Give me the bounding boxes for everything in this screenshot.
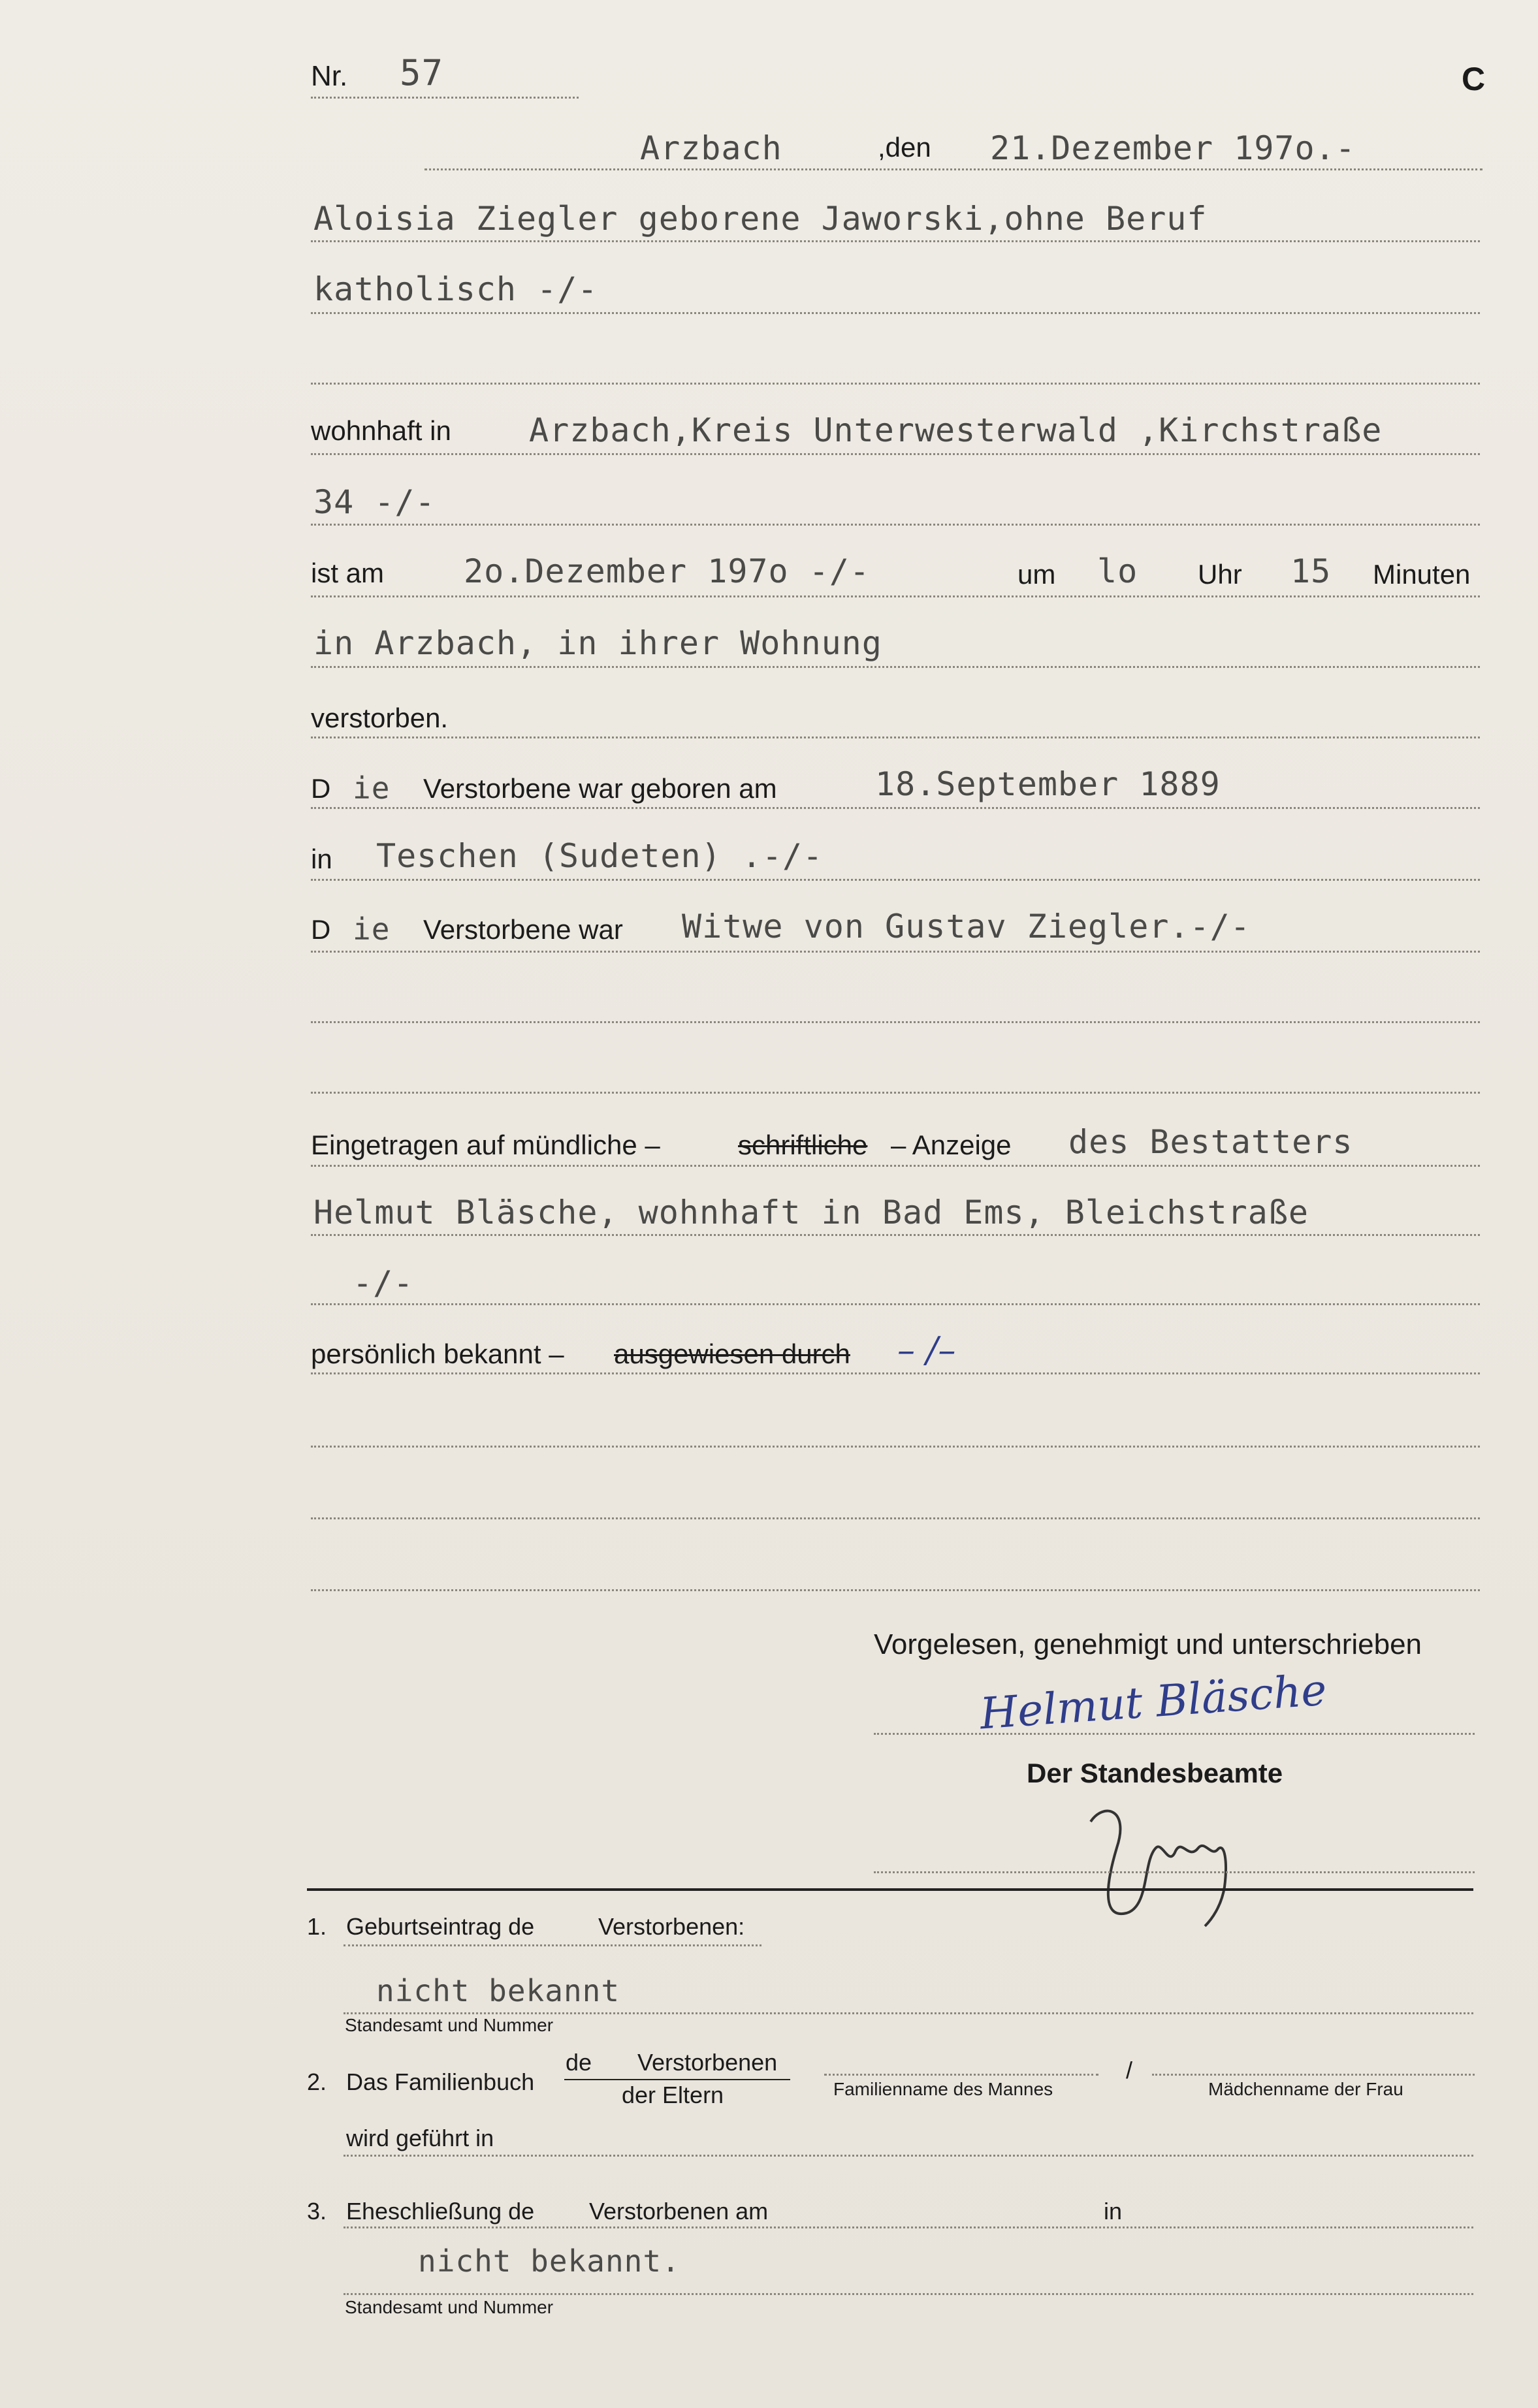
blank-dotted-line-2 <box>311 1021 1480 1023</box>
form-letter: C <box>1462 61 1486 97</box>
name-dotted-line <box>311 240 1480 242</box>
item2-dotted-line-frau <box>1152 2074 1475 2076</box>
item1-label: Geburtseintrag de <box>346 1913 535 1940</box>
item2-number: 2. <box>307 2068 327 2095</box>
known-struck-text: ausgewiesen durch <box>614 1339 850 1369</box>
verstorben-dotted-line <box>311 737 1480 738</box>
blank-dotted-line-4 <box>311 1446 1480 1448</box>
status-dotted-line <box>311 951 1480 953</box>
marital-status: Witwe von Gustav Ziegler.-/- <box>682 908 1251 945</box>
birth-d-letter: D <box>311 773 331 804</box>
item3-in: in <box>1104 2198 1123 2225</box>
item2-label: Das Familienbuch <box>346 2068 535 2095</box>
signer-dotted-line <box>874 1733 1475 1735</box>
standesbeamte-label: Der Standesbeamte <box>1027 1758 1283 1788</box>
item2-gefuehrt: wird geführt in <box>346 2125 494 2151</box>
death-minutes: 15 <box>1290 552 1332 590</box>
minuten-label: Minuten <box>1373 559 1471 590</box>
item2-verstorbenen: Verstorbenen <box>637 2049 778 2076</box>
item3-label-2: Verstorbenen am <box>589 2198 769 2225</box>
item2-eltern: der Eltern <box>622 2082 724 2108</box>
death-hour: lo <box>1097 552 1138 590</box>
death-place: in Arzbach, in ihrer Wohnung <box>313 624 882 662</box>
blank-dotted-line-1 <box>311 383 1480 385</box>
blank-dotted-line-3 <box>311 1092 1480 1094</box>
blank-dotted-line-6 <box>311 1589 1480 1591</box>
entry-line-2: Helmut Bläsche, wohnhaft in Bad Ems, Bleichstraße <box>313 1194 1309 1231</box>
death-date: 2o.Dezember 197o -/- <box>464 552 871 590</box>
religion: katholisch -/- <box>313 270 598 308</box>
record-date: 21.Dezember 197o.- <box>990 129 1356 167</box>
entry-value: des Bestatters <box>1068 1123 1353 1161</box>
item2-de: de <box>566 2049 592 2076</box>
date-dotted-line <box>425 168 1482 170</box>
registrar-dotted-line <box>874 1871 1475 1873</box>
uhr-label: Uhr <box>1198 559 1242 590</box>
item1-label-2: Verstorbenen: <box>598 1913 745 1940</box>
entry-label: Eingetragen auf mündliche – <box>311 1130 660 1160</box>
entry-label-2: – Anzeige <box>891 1130 1012 1160</box>
ist-am-label: ist am <box>311 558 385 588</box>
item2-slash: / <box>1126 2057 1133 2083</box>
blank-dotted-line-5 <box>311 1517 1480 1519</box>
signer-signature: Helmut Bläsche <box>978 1664 1328 1739</box>
nr-label: Nr. <box>311 60 348 92</box>
address-dotted-line-1 <box>311 453 1480 455</box>
item1-value-dotted-line <box>344 2012 1473 2014</box>
entry-dotted-line-2 <box>311 1234 1480 1236</box>
item2-mannes-label: Familienname des Mannes <box>833 2079 1053 2099</box>
address-dotted-line-2 <box>311 524 1480 526</box>
birth-place-dotted-line <box>311 879 1480 881</box>
item1-number: 1. <box>307 1913 327 1940</box>
entry-struck-word: schriftliche <box>738 1130 868 1160</box>
um-label: um <box>1017 559 1056 590</box>
death-place-dotted-line <box>311 666 1480 668</box>
nr-value: 57 <box>400 52 444 93</box>
item3-value-dotted-line <box>344 2293 1473 2295</box>
entry-dotted-line-3 <box>311 1303 1480 1305</box>
known-label: persönlich bekannt – <box>311 1339 564 1369</box>
vorgelesen-text: Vorgelesen, genehmigt und unterschrieben <box>874 1628 1422 1660</box>
item2-dotted-line-mannes <box>824 2074 1098 2076</box>
birth-ie: ie <box>353 770 391 806</box>
verstorben-label: verstorben. <box>311 703 449 733</box>
wohnhaft-label: wohnhaft in <box>311 415 451 446</box>
status-label: Verstorbene war <box>423 914 623 945</box>
deceased-name-line: Aloisia Ziegler geborene Jaworski,ohne Beruf <box>313 200 1208 238</box>
item3-label: Eheschließung de <box>346 2198 535 2225</box>
status-d-letter: D <box>311 914 331 945</box>
den-label: ,den <box>878 132 931 163</box>
item2-dotted-line-gefuehrt <box>344 2155 1473 2157</box>
place-of-record: Arzbach <box>640 129 782 167</box>
item2-frau-label: Mädchenname der Frau <box>1208 2079 1403 2099</box>
item3-value: nicht bekannt. <box>418 2243 681 2279</box>
known-value: – /– <box>897 1329 956 1370</box>
religion-dotted-line <box>311 312 1480 314</box>
show-through-text <box>1476 424 1535 816</box>
item3-number: 3. <box>307 2198 327 2225</box>
birth-in-label: in <box>311 844 332 874</box>
death-dotted-line <box>311 595 1480 597</box>
entry-line-3: -/- <box>353 1264 414 1302</box>
address-line-2: 34 -/- <box>313 483 436 521</box>
birth-place: Teschen (Sudeten) .-/- <box>376 837 824 875</box>
known-dotted-line <box>311 1372 1480 1374</box>
item3-sublabel: Standesamt und Nummer <box>345 2297 554 2317</box>
status-ie: ie <box>353 911 391 947</box>
birth-date: 18.September 1889 <box>875 765 1221 803</box>
address-line-1: Arzbach,Kreis Unterwesterwald ,Kirchstraße <box>529 411 1383 449</box>
registrar-signature <box>1065 1789 1260 1939</box>
item1-value: nicht bekannt <box>376 1973 620 2008</box>
item1-sublabel: Standesamt und Nummer <box>345 2015 554 2035</box>
item3-dotted-line <box>344 2226 1473 2228</box>
birth-label: Verstorbene war geboren am <box>423 773 777 804</box>
nr-dotted-line <box>311 97 579 99</box>
birth-dotted-line <box>311 807 1480 809</box>
item2-fraction-line <box>564 2079 790 2080</box>
section-divider <box>307 1888 1473 1891</box>
entry-dotted-line <box>311 1165 1480 1167</box>
item1-dotted-line <box>344 1944 761 1946</box>
